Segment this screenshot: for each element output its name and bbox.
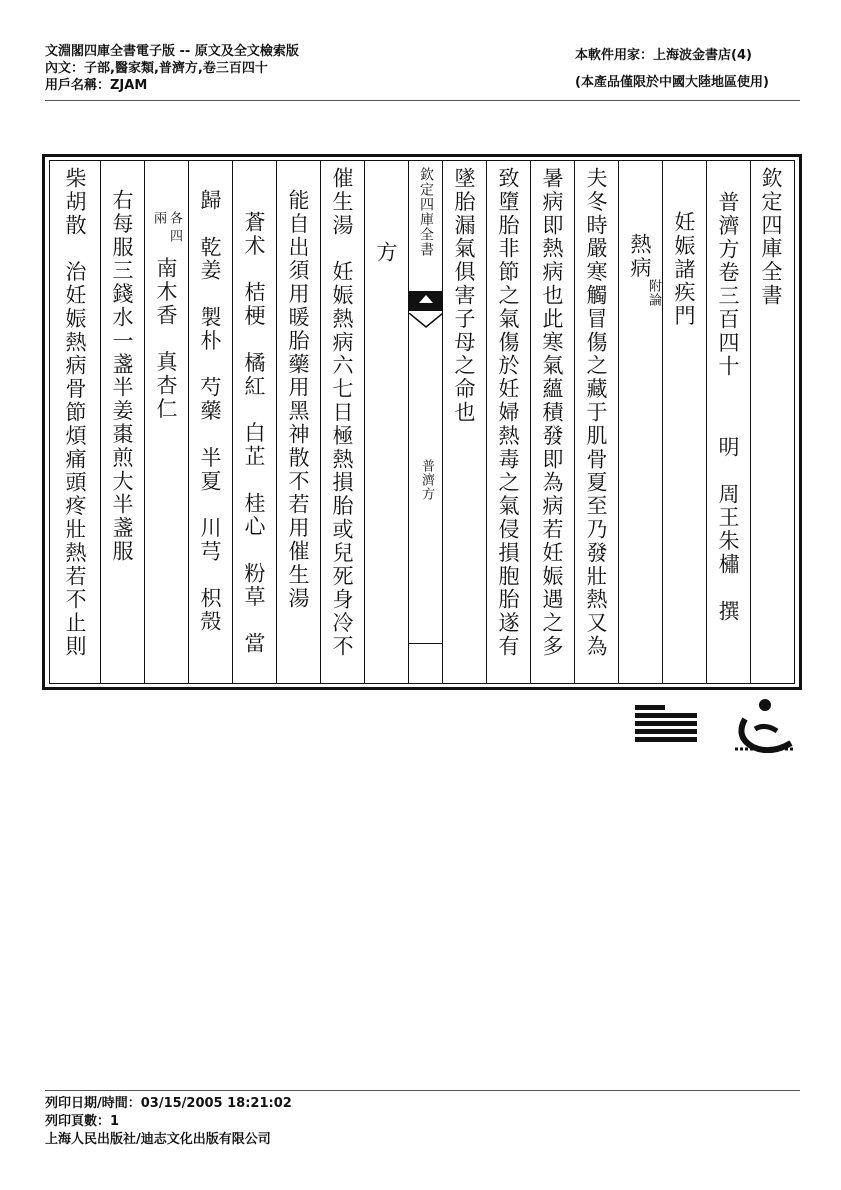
fish-tail-wing [409, 313, 442, 331]
column-note: 附論 [646, 279, 661, 307]
banxin [408, 161, 442, 683]
column-ingredients-1 [232, 161, 276, 683]
header-edition: 文淵閣四庫全書電子版 -- 原文及全文檢索版 [45, 44, 299, 59]
column-text: 右每服三錢水一盞半姜棗煎大半盞服 [110, 189, 134, 564]
fish-tail-mark [409, 291, 442, 311]
column-recipe-heading [364, 161, 408, 683]
banxin-title: 欽定四庫全書 [418, 167, 434, 257]
column-title [750, 161, 792, 683]
license-region: (本產品僅限於中國大陸地區使用) [575, 75, 769, 90]
header-username: 用戶名稱：ZJAM [45, 78, 148, 93]
book-page [42, 154, 802, 690]
column-subsection [618, 161, 662, 683]
column-text: 致墮胎非節之氣傷於妊婦熱毒之氣侵損胞胎遂有 [496, 167, 520, 659]
column-text: 方 [374, 241, 398, 265]
column-text: 熱病 [628, 233, 652, 280]
column-text-7 [50, 161, 100, 683]
column-text-1 [574, 161, 618, 683]
column-note: 四 [167, 229, 182, 243]
column-text: 南木香 真杏仁 [154, 257, 178, 421]
header-license [575, 47, 769, 91]
column-section [662, 161, 706, 683]
column-text: 歸 乾姜 製朴 芍藥 半夏 川芎 枳殼 [198, 189, 222, 634]
column-text: 夫冬時嚴寒觸冒傷之藏于肌骨夏至乃發壯熱又為 [584, 167, 608, 659]
license-user: 本軟件用家：上海波金書店(4) [575, 48, 752, 63]
footer-publisher: 上海人民出版社/迪志文化出版有限公司 [45, 1132, 271, 1147]
footer-divider [45, 1090, 800, 1091]
column-text: 暑病即熱病也此寒氣蘊積發即為病若妊娠遇之多 [540, 167, 564, 659]
footer-print-date: 列印日期/時間：03/15/2005 18:21:02 [45, 1096, 292, 1111]
footer-info [45, 1095, 292, 1149]
column-text-5 [320, 161, 364, 683]
fish-tail-icon [409, 313, 443, 331]
column-text: 能自出須用暖胎藥用黑神散不若用催生湯 [286, 189, 310, 611]
header-info [45, 43, 299, 94]
column-text: 柴胡散 治妊娠熱病骨節煩痛頭疼壯熱若不止則 [63, 167, 87, 659]
footer-print-pages: 列印頁數：1 [45, 1114, 120, 1129]
column-volume [706, 161, 750, 683]
header-content-path: 內文：子部,醫家類,普濟方,卷三百四十 [45, 61, 268, 76]
column-text: 墜胎漏氣俱害子母之命也 [452, 167, 476, 425]
column-text-2 [530, 161, 574, 683]
column-ingredients-3 [144, 161, 188, 683]
logo-bars-icon [635, 705, 697, 745]
column-text: 欽定四庫全書 [759, 167, 783, 308]
column-note: 各 [167, 211, 182, 225]
banxin-bottom-line [409, 643, 442, 644]
column-author: 明 周王朱橚 撰 [716, 436, 740, 624]
column-text: 催生湯 妊娠熱病六七日極熱損胎或兒死身冷不 [330, 167, 354, 659]
column-text-6 [276, 161, 320, 683]
column-text-4 [442, 161, 486, 683]
column-ingredients-2 [188, 161, 232, 683]
logo-emblem-icon [731, 697, 799, 753]
column-text: 妊娠諸疾門 [672, 211, 696, 328]
banxin-book-name: 普濟方 [419, 459, 434, 501]
column-note: 兩 [151, 211, 166, 225]
page-inner-border [49, 160, 795, 684]
header-divider [45, 100, 800, 101]
column-text-3 [486, 161, 530, 683]
publisher-logo [635, 697, 800, 753]
column-text: 蒼术 桔梗 橘紅 白芷 桂心 粉草 當 [242, 211, 266, 656]
column-dosage [100, 161, 144, 683]
column-text: 普濟方卷三百四十 [716, 191, 740, 379]
